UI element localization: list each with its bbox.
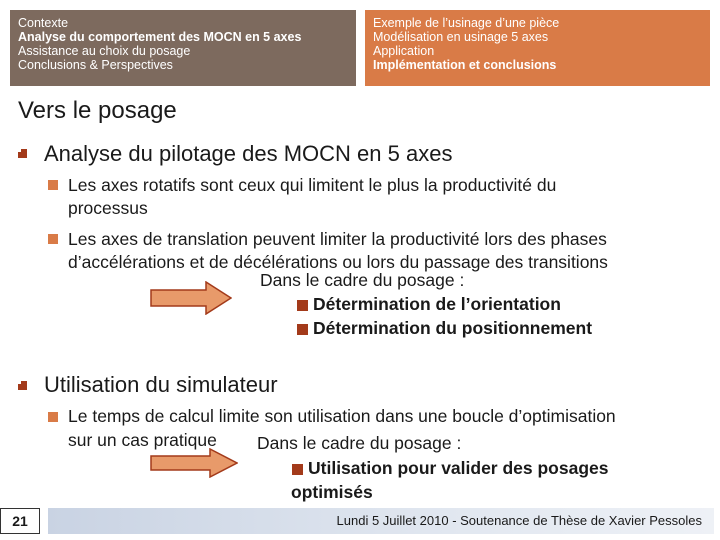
slide-title: Vers le posage — [18, 97, 177, 124]
section1-item2-line2: d’accélérations et de décélérations ou lors du passage des transitions — [68, 252, 608, 272]
section1-heading: Analyse du pilotage des MOCN en 5 axes — [44, 141, 453, 166]
section1-item1-line2: processus — [68, 198, 148, 218]
header-section-nav-right — [365, 10, 710, 86]
section1-item2-line1: Les axes de translation peuvent limiter la productivité lors des phases — [68, 229, 607, 249]
footer-text: Lundi 5 Juillet 2010 - Soutenance de Thèse de Xavier Pessoles — [336, 513, 702, 528]
section2-item1-line1: Le temps de calcul limite son utilisation dans une boucle d’optimisation — [68, 406, 616, 426]
section1-result1: Détermination de l’orientation — [297, 294, 561, 315]
header-item: Application — [373, 44, 435, 58]
header-item: Modélisation en usinage 5 axes — [373, 30, 549, 44]
bullet-square-icon — [292, 464, 303, 475]
page-number: 21 — [0, 508, 40, 534]
section1-context: Dans le cadre du posage : — [260, 270, 465, 290]
bullet-square-icon — [297, 324, 308, 335]
bullet-small-icon — [48, 180, 58, 190]
bullet-square-icon — [18, 149, 27, 158]
header-item: Assistance au choix du posage — [18, 44, 191, 58]
section1-item1-line1: Les axes rotatifs sont ceux qui limitent le plus la productivité du — [68, 175, 557, 195]
bullet-small-icon — [48, 234, 58, 244]
bullet-small-icon — [48, 412, 58, 422]
right-arrow-icon — [150, 448, 238, 478]
section2-result1: Utilisation pour valider des posages — [292, 458, 609, 479]
header-section-nav-left — [10, 10, 356, 86]
section2-context: Dans le cadre du posage : — [257, 433, 462, 453]
bullet-square-icon — [18, 381, 27, 390]
bullet-square-icon — [297, 300, 308, 311]
header-item: Exemple de l’usinage d’une pièce — [373, 16, 560, 30]
header-item: Contexte — [18, 16, 69, 30]
right-arrow-icon — [150, 281, 232, 315]
section1-result2: Détermination du positionnement — [297, 318, 592, 339]
section2-item1-line2: sur un cas pratique — [68, 430, 217, 450]
header-item-current: Implémentation et conclusions — [373, 58, 557, 72]
header-item-current: Analyse du comportement des MOCN en 5 axes — [18, 30, 302, 44]
header-item: Conclusions & Perspectives — [18, 58, 173, 72]
section2-result2: optimisés — [291, 482, 373, 502]
section2-heading: Utilisation du simulateur — [44, 372, 278, 397]
